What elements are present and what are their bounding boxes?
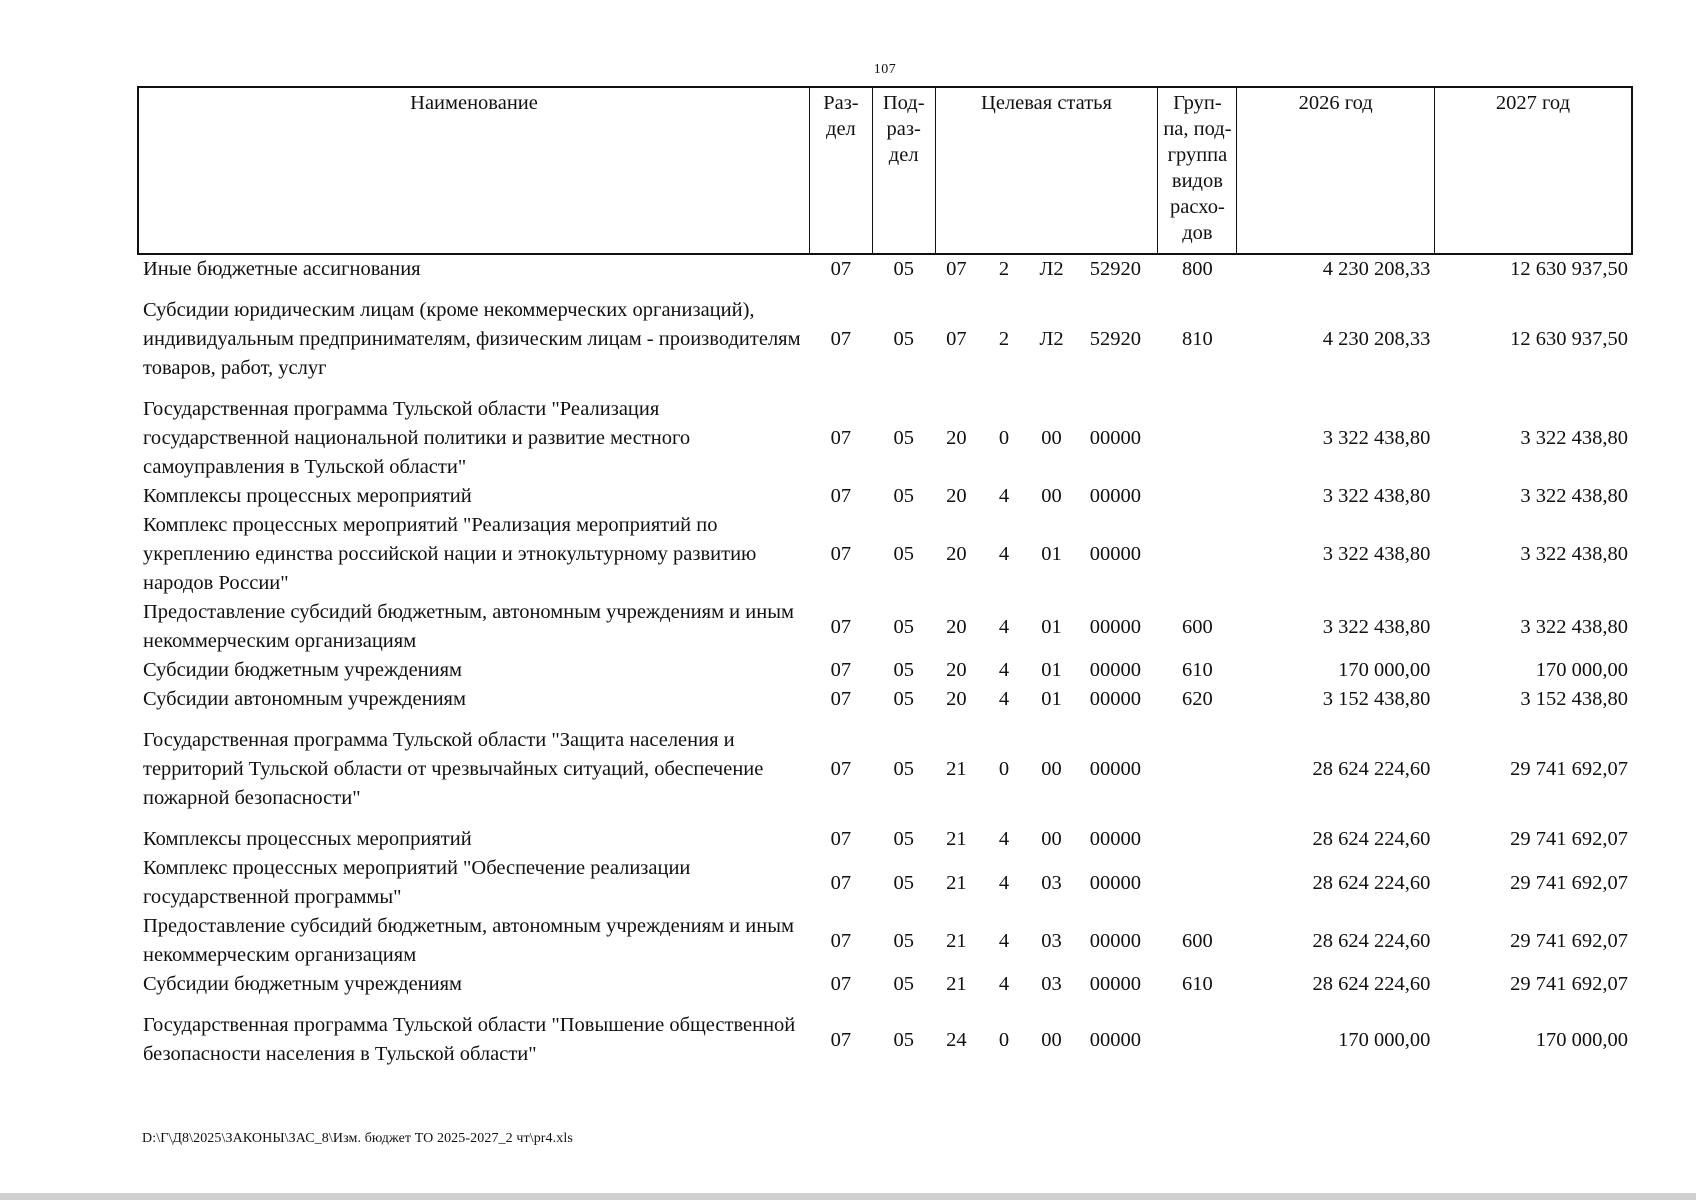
cell-cs2: 4 — [998, 543, 1010, 565]
cell-y2026: 4 230 208,33 — [1322, 328, 1431, 350]
cell-name: Субсидии юридическим лицам (кроме некоммерческих организаций), индивидуальным предпринимателям, физическим лицам - производителям товаров, работ, услуг — [143, 299, 801, 379]
cell-cs4: 00000 — [1089, 485, 1141, 507]
cell-y2026: 4 230 208,33 — [1322, 258, 1431, 280]
cell-cs2: 4 — [998, 973, 1010, 995]
table-body — [138, 254, 1632, 1069]
table-row — [138, 296, 1632, 383]
cell-y2027: 29 741 692,07 — [1510, 871, 1628, 894]
cell-name: Комплекс процессных мероприятий "Реализация мероприятий по укреплению единства российской нации и этнокультурному развитию народов России" — [143, 514, 757, 594]
cell-razdel: 07 — [830, 258, 852, 280]
cell-razdel: 07 — [830, 871, 852, 894]
cell-name: Предоставление субсидий бюджетным, автономным учреждениям и иным некоммерческим организациям — [143, 915, 794, 966]
cell-name: Комплекс процессных мероприятий "Обеспечение реализации государственной программы" — [143, 857, 691, 908]
cell-cs4: 00000 — [1089, 427, 1141, 449]
cell-y2027: 3 152 438,80 — [1520, 688, 1628, 710]
cell-y2026: 170 000,00 — [1338, 1028, 1431, 1051]
cell-cs1: 21 — [946, 973, 967, 995]
cell-cs2: 2 — [998, 258, 1010, 280]
cell-razdel: 07 — [830, 659, 852, 681]
cell-name: Субсидии бюджетным учреждениям — [143, 659, 463, 681]
cell-name: Государственная программа Тульской области "Повышение общественной безопасности населения в Тульской области" — [143, 1014, 796, 1065]
header-expense-group: Груп- па, под- группа видов расхо- дов — [1158, 87, 1237, 254]
cell-cs3: 00 — [1041, 485, 1062, 507]
cell-y2026: 170 000,00 — [1338, 659, 1431, 681]
cell-razdel: 07 — [830, 328, 852, 350]
cell-cs3: 00 — [1041, 828, 1062, 850]
cell-podrazdel: 05 — [893, 973, 914, 995]
cell-y2027: 3 322 438,80 — [1520, 427, 1628, 449]
cell-name: Субсидии бюджетным учреждениям — [143, 973, 463, 995]
cell-cs1: 20 — [946, 659, 967, 681]
header-target-article: Целевая статья — [935, 87, 1158, 254]
cell-cs1: 20 — [946, 543, 967, 565]
cell-y2026: 28 624 224,60 — [1312, 828, 1431, 850]
cell-cs4: 00000 — [1089, 659, 1141, 681]
cell-y2026: 28 624 224,60 — [1312, 871, 1431, 894]
row-spacer — [138, 714, 1632, 726]
cell-cs1: 21 — [946, 929, 967, 952]
cell-podrazdel: 05 — [893, 659, 914, 681]
cell-cs3: 00 — [1041, 427, 1062, 449]
cell-y2026: 28 624 224,60 — [1312, 929, 1431, 952]
cell-vr: 600 — [1182, 929, 1213, 952]
cell-y2027: 29 741 692,07 — [1510, 828, 1628, 850]
cell-name: Комплексы процессных мероприятий — [143, 828, 472, 850]
cell-y2026: 3 322 438,80 — [1322, 427, 1431, 449]
cell-y2027: 3 322 438,80 — [1520, 615, 1628, 638]
cell-cs3: Л2 — [1039, 328, 1064, 350]
header-section: Раз- дел — [810, 87, 873, 254]
cell-cs1: 07 — [946, 258, 967, 280]
cell-cs1: 21 — [946, 758, 967, 780]
cell-y2027: 12 630 937,50 — [1510, 328, 1628, 350]
cell-vr — [1158, 825, 1237, 854]
cell-cs3: 03 — [1041, 973, 1062, 995]
table-row — [138, 656, 1632, 685]
cell-razdel: 07 — [830, 758, 852, 780]
cell-razdel: 07 — [830, 929, 852, 952]
cell-cs4: 00000 — [1089, 828, 1141, 850]
scan-bottom-edge — [0, 1193, 1696, 1200]
cell-name: Предоставление субсидий бюджетным, автономным учреждениям и иным некоммерческим организациям — [143, 601, 794, 652]
cell-cs4: 00000 — [1089, 543, 1141, 565]
cell-y2026: 3 322 438,80 — [1322, 485, 1431, 507]
cell-cs2: 4 — [998, 828, 1010, 850]
cell-cs1: 24 — [946, 1028, 967, 1051]
cell-razdel: 07 — [830, 973, 852, 995]
cell-cs2: 4 — [998, 659, 1010, 681]
cell-y2026: 3 322 438,80 — [1322, 615, 1431, 638]
cell-name: Государственная программа Тульской области "Защита населения и территорий Тульской области от чрезвычайных ситуаций, обеспечение пожарной безопасности" — [143, 729, 764, 809]
cell-podrazdel: 05 — [893, 828, 914, 850]
cell-podrazdel: 05 — [893, 427, 914, 449]
cell-cs2: 2 — [998, 328, 1010, 350]
cell-vr: 610 — [1182, 659, 1213, 681]
cell-vr — [1158, 1011, 1237, 1069]
cell-y2026: 28 624 224,60 — [1312, 973, 1431, 995]
cell-podrazdel: 05 — [893, 485, 914, 507]
cell-y2026: 28 624 224,60 — [1312, 758, 1431, 780]
cell-cs1: 07 — [946, 328, 967, 350]
header-year-2027: 2027 год — [1434, 87, 1632, 254]
cell-podrazdel: 05 — [893, 871, 914, 894]
header-name: Наименование — [138, 87, 810, 254]
table-row — [138, 598, 1632, 656]
row-spacer — [138, 383, 1632, 395]
cell-y2027: 12 630 937,50 — [1510, 258, 1628, 280]
cell-cs2: 0 — [998, 1028, 1010, 1051]
cell-name: Комплексы процессных мероприятий — [143, 485, 472, 507]
cell-y2027: 3 322 438,80 — [1520, 485, 1628, 507]
cell-vr: 810 — [1182, 328, 1213, 350]
table-row — [138, 970, 1632, 999]
row-spacer — [138, 999, 1632, 1011]
cell-cs1: 20 — [946, 688, 967, 710]
cell-y2026: 3 152 438,80 — [1322, 688, 1431, 710]
cell-y2027: 170 000,00 — [1535, 659, 1628, 681]
cell-name: Иные бюджетные ассигнования — [143, 258, 421, 280]
cell-vr — [1158, 511, 1237, 598]
page-number: 107 — [873, 62, 897, 77]
cell-cs2: 0 — [998, 427, 1010, 449]
cell-y2027: 29 741 692,07 — [1510, 929, 1628, 952]
cell-cs1: 21 — [946, 871, 967, 894]
cell-vr: 800 — [1182, 258, 1213, 280]
cell-cs3: 00 — [1041, 758, 1062, 780]
cell-podrazdel: 05 — [893, 258, 914, 280]
cell-cs3: Л2 — [1039, 258, 1064, 280]
cell-vr — [1158, 482, 1237, 511]
cell-razdel: 07 — [830, 828, 852, 850]
header-subsection: Под- раз- дел — [872, 87, 935, 254]
cell-vr — [1158, 395, 1237, 482]
table-row — [138, 854, 1632, 912]
cell-y2027: 3 322 438,80 — [1520, 543, 1628, 565]
cell-cs2: 4 — [998, 929, 1010, 952]
cell-cs3: 01 — [1041, 688, 1062, 710]
cell-cs4: 00000 — [1089, 929, 1141, 952]
cell-cs3: 01 — [1041, 543, 1062, 565]
cell-vr — [1158, 854, 1237, 912]
cell-cs1: 21 — [946, 828, 967, 850]
cell-podrazdel: 05 — [893, 758, 914, 780]
cell-razdel: 07 — [830, 427, 852, 449]
cell-cs4: 52920 — [1089, 328, 1141, 350]
table-row — [138, 395, 1632, 482]
table-row — [138, 726, 1632, 813]
row-spacer — [138, 284, 1632, 296]
cell-y2027: 29 741 692,07 — [1510, 973, 1628, 995]
cell-cs4: 00000 — [1089, 688, 1141, 710]
cell-cs2: 4 — [998, 871, 1010, 894]
cell-cs4: 00000 — [1089, 973, 1141, 995]
row-spacer — [138, 813, 1632, 825]
cell-cs1: 20 — [946, 615, 967, 638]
cell-vr: 610 — [1182, 973, 1213, 995]
cell-y2027: 29 741 692,07 — [1510, 758, 1628, 780]
cell-cs3: 03 — [1041, 871, 1062, 894]
cell-podrazdel: 05 — [893, 1028, 914, 1051]
cell-cs4: 00000 — [1089, 758, 1141, 780]
cell-cs3: 01 — [1041, 659, 1062, 681]
cell-razdel: 07 — [830, 688, 852, 710]
cell-cs4: 00000 — [1089, 871, 1141, 894]
cell-vr: 620 — [1182, 688, 1213, 710]
table-row — [138, 685, 1632, 714]
cell-cs1: 20 — [946, 427, 967, 449]
cell-vr: 600 — [1182, 615, 1213, 638]
cell-cs3: 03 — [1041, 929, 1062, 952]
cell-y2026: 3 322 438,80 — [1322, 543, 1431, 565]
cell-razdel: 07 — [830, 485, 852, 507]
cell-name: Субсидии автономным учреждениям — [143, 688, 466, 710]
cell-cs4: 00000 — [1089, 615, 1141, 638]
cell-vr — [1158, 726, 1237, 813]
table-row — [138, 482, 1632, 511]
cell-razdel: 07 — [830, 543, 852, 565]
table-row — [138, 511, 1632, 598]
cell-y2027: 170 000,00 — [1535, 1028, 1628, 1051]
table-row — [138, 825, 1632, 854]
cell-razdel: 07 — [830, 1028, 852, 1051]
cell-podrazdel: 05 — [893, 615, 914, 638]
cell-cs2: 4 — [998, 615, 1010, 638]
cell-cs2: 0 — [998, 758, 1010, 780]
cell-name: Государственная программа Тульской области "Реализация государственной национальной политики и развитие местного самоуправления в Тульской области" — [143, 398, 691, 478]
cell-cs4: 52920 — [1089, 258, 1141, 280]
cell-cs3: 01 — [1041, 615, 1062, 638]
header-year-2026: 2026 год — [1237, 87, 1435, 254]
budget-table — [137, 86, 1633, 1069]
table-header — [138, 87, 1632, 254]
table-row — [138, 912, 1632, 970]
table-row — [138, 1011, 1632, 1069]
cell-cs4: 00000 — [1089, 1028, 1141, 1051]
cell-cs3: 00 — [1041, 1028, 1062, 1051]
cell-podrazdel: 05 — [893, 543, 914, 565]
table-row — [138, 254, 1632, 284]
cell-podrazdel: 05 — [893, 688, 914, 710]
cell-razdel: 07 — [830, 615, 852, 638]
cell-cs2: 4 — [998, 688, 1010, 710]
footer-file-path: D:\Г\Д8\2025\ЗАКОНЫ\ЗАС_8\Изм. бюджет ТО 2025-2027_2 чт\pr4.xls — [142, 1131, 573, 1146]
cell-cs1: 20 — [946, 485, 967, 507]
cell-podrazdel: 05 — [893, 929, 914, 952]
cell-podrazdel: 05 — [893, 328, 914, 350]
cell-cs2: 4 — [998, 485, 1010, 507]
